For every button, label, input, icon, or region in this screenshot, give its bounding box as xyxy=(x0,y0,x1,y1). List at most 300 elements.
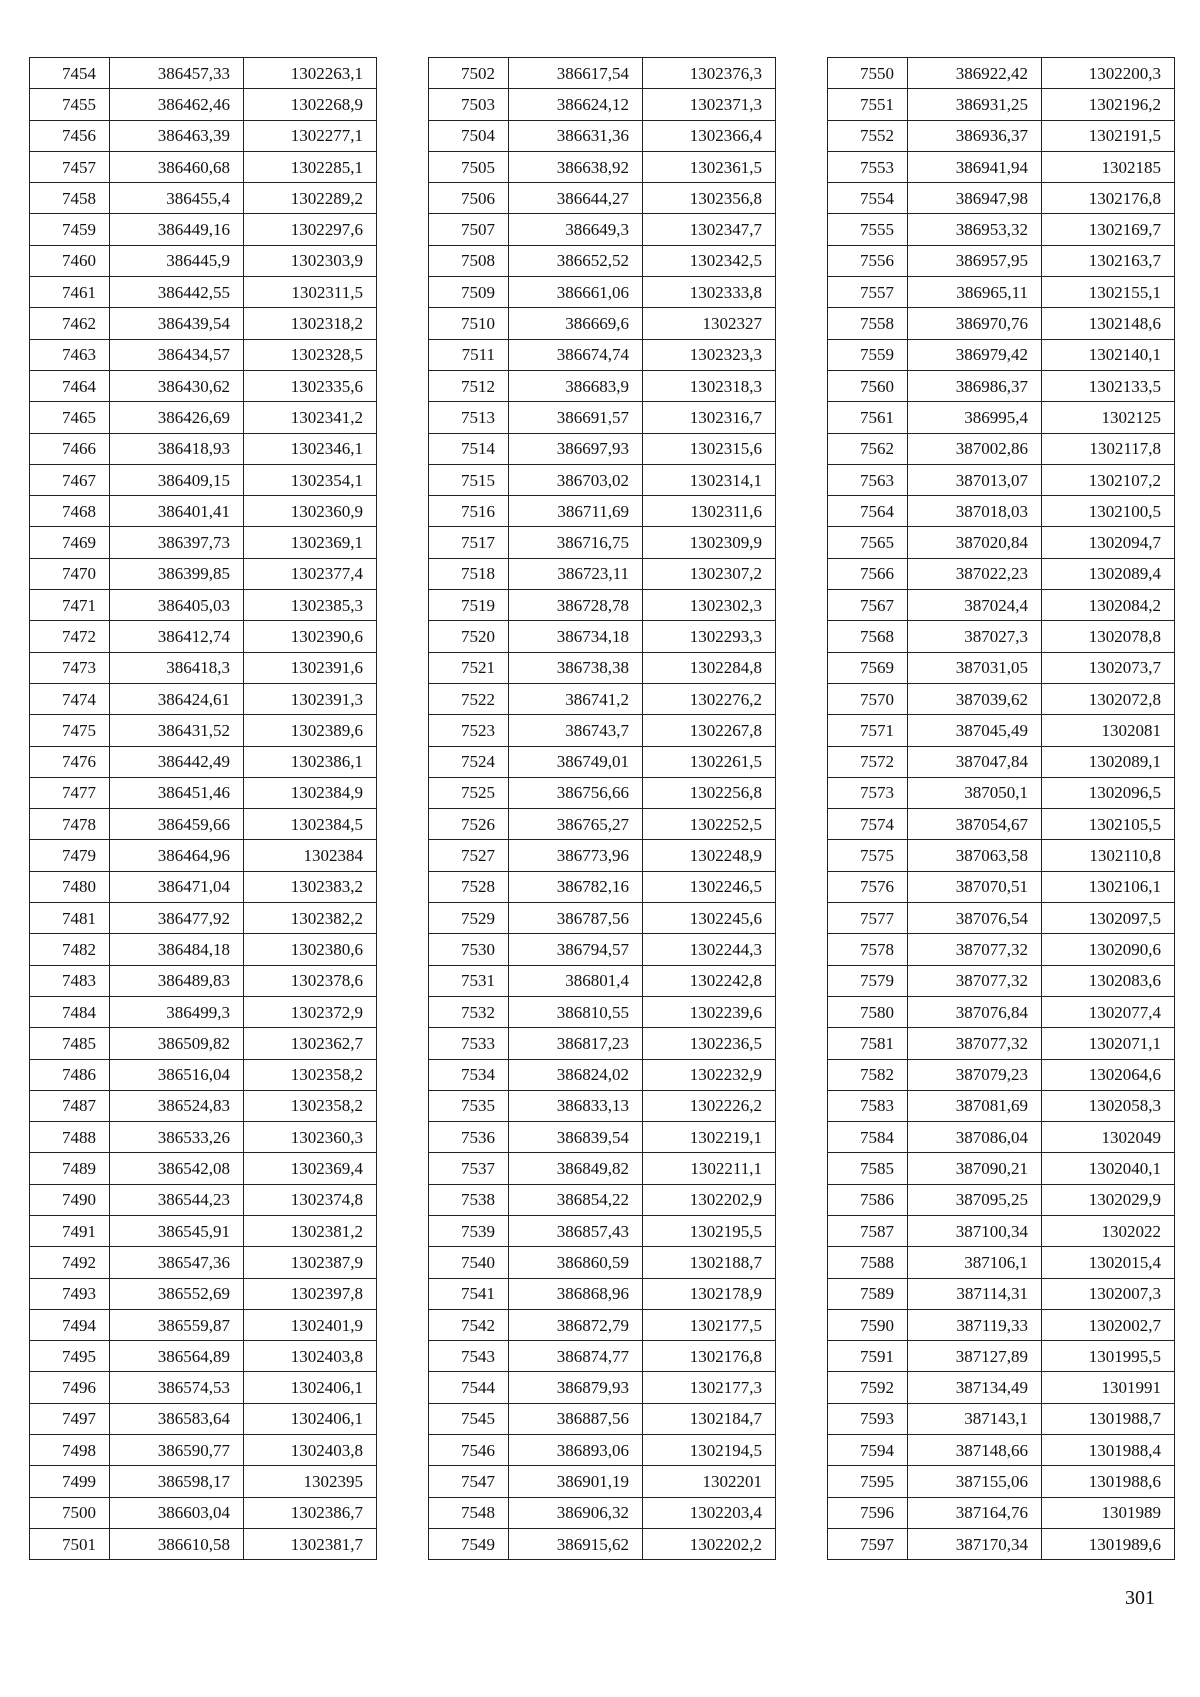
table-row xyxy=(828,871,1175,902)
table-row xyxy=(30,1497,377,1528)
table-row xyxy=(30,652,377,683)
y-coordinate-cell: 1302401,9 xyxy=(244,1309,377,1340)
point-number-cell: 7567 xyxy=(828,590,908,621)
point-number-cell: 7589 xyxy=(828,1278,908,1309)
x-coordinate-cell: 386674,74 xyxy=(509,339,643,370)
table-row xyxy=(30,1184,377,1215)
page-number: 301 xyxy=(1125,1587,1155,1609)
x-coordinate-cell: 386931,25 xyxy=(908,89,1042,120)
y-coordinate-cell: 1301995,5 xyxy=(1042,1341,1175,1372)
x-coordinate-cell: 387002,86 xyxy=(908,433,1042,464)
table-row xyxy=(429,1278,776,1309)
point-number-cell: 7483 xyxy=(30,965,110,996)
y-coordinate-cell: 1302100,5 xyxy=(1042,496,1175,527)
y-coordinate-cell: 1302360,9 xyxy=(244,496,377,527)
point-number-cell: 7532 xyxy=(429,996,509,1027)
y-coordinate-cell: 1302263,1 xyxy=(244,58,377,89)
table-row xyxy=(30,1435,377,1466)
table-row xyxy=(30,120,377,151)
y-coordinate-cell: 1302316,7 xyxy=(643,402,776,433)
table-row xyxy=(429,965,776,996)
y-coordinate-cell: 1302148,6 xyxy=(1042,308,1175,339)
table-row xyxy=(828,777,1175,808)
x-coordinate-cell: 386652,52 xyxy=(509,245,643,276)
point-number-cell: 7537 xyxy=(429,1153,509,1184)
y-coordinate-cell: 1302358,2 xyxy=(244,1090,377,1121)
point-number-cell: 7594 xyxy=(828,1435,908,1466)
table-row xyxy=(30,496,377,527)
point-number-cell: 7489 xyxy=(30,1153,110,1184)
y-coordinate-cell: 1302397,8 xyxy=(244,1278,377,1309)
y-coordinate-cell: 1302314,1 xyxy=(643,464,776,495)
x-coordinate-cell: 386439,54 xyxy=(110,308,244,339)
x-coordinate-cell: 387095,25 xyxy=(908,1184,1042,1215)
table-row xyxy=(429,89,776,120)
x-coordinate-cell: 387077,32 xyxy=(908,965,1042,996)
table-row xyxy=(30,464,377,495)
y-coordinate-cell: 1302333,8 xyxy=(643,277,776,308)
table-row xyxy=(828,1466,1175,1497)
x-coordinate-cell: 386849,82 xyxy=(509,1153,643,1184)
point-number-cell: 7563 xyxy=(828,464,908,495)
x-coordinate-cell: 386460,68 xyxy=(110,151,244,182)
y-coordinate-cell: 1302377,4 xyxy=(244,558,377,589)
point-number-cell: 7499 xyxy=(30,1466,110,1497)
y-coordinate-cell: 1302096,5 xyxy=(1042,777,1175,808)
x-coordinate-cell: 386893,06 xyxy=(509,1435,643,1466)
table-row xyxy=(429,590,776,621)
point-number-cell: 7526 xyxy=(429,809,509,840)
y-coordinate-cell: 1302200,3 xyxy=(1042,58,1175,89)
point-number-cell: 7530 xyxy=(429,934,509,965)
y-coordinate-cell: 1302058,3 xyxy=(1042,1090,1175,1121)
y-coordinate-cell: 1302381,7 xyxy=(244,1528,377,1559)
point-number-cell: 7545 xyxy=(429,1403,509,1434)
point-number-cell: 7538 xyxy=(429,1184,509,1215)
x-coordinate-cell: 387086,04 xyxy=(908,1122,1042,1153)
table-row xyxy=(828,1435,1175,1466)
table-row xyxy=(828,903,1175,934)
point-number-cell: 7495 xyxy=(30,1341,110,1372)
x-coordinate-cell: 386965,11 xyxy=(908,277,1042,308)
point-number-cell: 7542 xyxy=(429,1309,509,1340)
y-coordinate-cell: 1302384,5 xyxy=(244,809,377,840)
x-coordinate-cell: 386953,32 xyxy=(908,214,1042,245)
point-number-cell: 7509 xyxy=(429,277,509,308)
point-number-cell: 7528 xyxy=(429,871,509,902)
y-coordinate-cell: 1302090,6 xyxy=(1042,934,1175,965)
x-coordinate-cell: 386941,94 xyxy=(908,151,1042,182)
y-coordinate-cell: 1302302,3 xyxy=(643,590,776,621)
point-number-cell: 7572 xyxy=(828,746,908,777)
point-number-cell: 7523 xyxy=(429,715,509,746)
y-coordinate-cell: 1301989 xyxy=(1042,1497,1175,1528)
y-coordinate-cell: 1302081 xyxy=(1042,715,1175,746)
y-coordinate-cell: 1302106,1 xyxy=(1042,871,1175,902)
x-coordinate-cell: 386824,02 xyxy=(509,1059,643,1090)
y-coordinate-cell: 1302403,8 xyxy=(244,1341,377,1372)
table-row xyxy=(429,1122,776,1153)
y-coordinate-cell: 1302303,9 xyxy=(244,245,377,276)
x-coordinate-cell: 386544,23 xyxy=(110,1184,244,1215)
point-number-cell: 7574 xyxy=(828,809,908,840)
point-number-cell: 7565 xyxy=(828,527,908,558)
y-coordinate-cell: 1302073,7 xyxy=(1042,652,1175,683)
y-coordinate-cell: 1302382,2 xyxy=(244,903,377,934)
x-coordinate-cell: 386545,91 xyxy=(110,1215,244,1246)
table-row xyxy=(429,464,776,495)
table-row xyxy=(429,402,776,433)
table-row xyxy=(828,934,1175,965)
x-coordinate-cell: 387148,66 xyxy=(908,1435,1042,1466)
point-number-cell: 7485 xyxy=(30,1028,110,1059)
x-coordinate-cell: 387022,23 xyxy=(908,558,1042,589)
x-coordinate-cell: 386464,96 xyxy=(110,840,244,871)
x-coordinate-cell: 387164,76 xyxy=(908,1497,1042,1528)
table-row xyxy=(828,1309,1175,1340)
table-row xyxy=(30,1247,377,1278)
point-number-cell: 7546 xyxy=(429,1435,509,1466)
table-row xyxy=(429,308,776,339)
table-row xyxy=(828,1184,1175,1215)
y-coordinate-cell: 1302040,1 xyxy=(1042,1153,1175,1184)
table-row xyxy=(30,151,377,182)
y-coordinate-cell: 1302084,2 xyxy=(1042,590,1175,621)
table-row xyxy=(429,871,776,902)
table-row xyxy=(30,402,377,433)
table-row xyxy=(30,214,377,245)
x-coordinate-cell: 387027,3 xyxy=(908,621,1042,652)
y-coordinate-cell: 1302277,1 xyxy=(244,120,377,151)
x-coordinate-cell: 386405,03 xyxy=(110,590,244,621)
point-number-cell: 7475 xyxy=(30,715,110,746)
y-coordinate-cell: 1302341,2 xyxy=(244,402,377,433)
x-coordinate-cell: 386445,9 xyxy=(110,245,244,276)
y-coordinate-cell: 1302185 xyxy=(1042,151,1175,182)
point-number-cell: 7590 xyxy=(828,1309,908,1340)
y-coordinate-cell: 1302395 xyxy=(244,1466,377,1497)
x-coordinate-cell: 386756,66 xyxy=(509,777,643,808)
y-coordinate-cell: 1302133,5 xyxy=(1042,370,1175,401)
x-coordinate-cell: 386457,33 xyxy=(110,58,244,89)
y-coordinate-cell: 1302094,7 xyxy=(1042,527,1175,558)
table-row xyxy=(429,120,776,151)
y-coordinate-cell: 1302406,1 xyxy=(244,1403,377,1434)
x-coordinate-cell: 386833,13 xyxy=(509,1090,643,1121)
table-row xyxy=(828,558,1175,589)
x-coordinate-cell: 386749,01 xyxy=(509,746,643,777)
x-coordinate-cell: 386979,42 xyxy=(908,339,1042,370)
table-row xyxy=(429,996,776,1027)
table-row xyxy=(30,777,377,808)
point-number-cell: 7521 xyxy=(429,652,509,683)
x-coordinate-cell: 386610,58 xyxy=(110,1528,244,1559)
y-coordinate-cell: 1302188,7 xyxy=(643,1247,776,1278)
table-row xyxy=(429,1528,776,1559)
point-number-cell: 7513 xyxy=(429,402,509,433)
table-row xyxy=(429,840,776,871)
point-number-cell: 7591 xyxy=(828,1341,908,1372)
y-coordinate-cell: 1302239,6 xyxy=(643,996,776,1027)
x-coordinate-cell: 386782,16 xyxy=(509,871,643,902)
y-coordinate-cell: 1302372,9 xyxy=(244,996,377,1027)
point-number-cell: 7482 xyxy=(30,934,110,965)
y-coordinate-cell: 1301988,6 xyxy=(1042,1466,1175,1497)
table-row xyxy=(828,1153,1175,1184)
y-coordinate-cell: 1302380,6 xyxy=(244,934,377,965)
table-row xyxy=(828,183,1175,214)
table-row xyxy=(828,89,1175,120)
x-coordinate-cell: 386559,87 xyxy=(110,1309,244,1340)
y-coordinate-cell: 1302178,9 xyxy=(643,1278,776,1309)
y-coordinate-cell: 1302089,4 xyxy=(1042,558,1175,589)
y-coordinate-cell: 1302107,2 xyxy=(1042,464,1175,495)
x-coordinate-cell: 386449,16 xyxy=(110,214,244,245)
point-number-cell: 7580 xyxy=(828,996,908,1027)
table-row xyxy=(429,339,776,370)
x-coordinate-cell: 387013,07 xyxy=(908,464,1042,495)
x-coordinate-cell: 386638,92 xyxy=(509,151,643,182)
y-coordinate-cell: 1302244,3 xyxy=(643,934,776,965)
x-coordinate-cell: 386533,26 xyxy=(110,1122,244,1153)
y-coordinate-cell: 1302297,6 xyxy=(244,214,377,245)
x-coordinate-cell: 387077,32 xyxy=(908,934,1042,965)
table-row xyxy=(429,809,776,840)
point-number-cell: 7478 xyxy=(30,809,110,840)
y-coordinate-cell: 1302071,1 xyxy=(1042,1028,1175,1059)
x-coordinate-cell: 386741,2 xyxy=(509,683,643,714)
y-coordinate-cell: 1302203,4 xyxy=(643,1497,776,1528)
point-number-cell: 7586 xyxy=(828,1184,908,1215)
table-row xyxy=(30,277,377,308)
y-coordinate-cell: 1302110,8 xyxy=(1042,840,1175,871)
x-coordinate-cell: 386723,11 xyxy=(509,558,643,589)
point-number-cell: 7540 xyxy=(429,1247,509,1278)
table-row xyxy=(30,245,377,276)
point-number-cell: 7592 xyxy=(828,1372,908,1403)
table-row xyxy=(30,965,377,996)
x-coordinate-cell: 386412,74 xyxy=(110,621,244,652)
y-coordinate-cell: 1301991 xyxy=(1042,1372,1175,1403)
y-coordinate-cell: 1302383,2 xyxy=(244,871,377,902)
point-number-cell: 7553 xyxy=(828,151,908,182)
table-row xyxy=(30,1466,377,1497)
table-row xyxy=(429,1497,776,1528)
point-number-cell: 7480 xyxy=(30,871,110,902)
x-coordinate-cell: 386683,9 xyxy=(509,370,643,401)
y-coordinate-cell: 1302226,2 xyxy=(643,1090,776,1121)
table-row xyxy=(429,151,776,182)
point-number-cell: 7554 xyxy=(828,183,908,214)
y-coordinate-cell: 1302125 xyxy=(1042,402,1175,433)
y-coordinate-cell: 1302072,8 xyxy=(1042,683,1175,714)
y-coordinate-cell: 1302097,5 xyxy=(1042,903,1175,934)
point-number-cell: 7550 xyxy=(828,58,908,89)
point-number-cell: 7541 xyxy=(429,1278,509,1309)
point-number-cell: 7582 xyxy=(828,1059,908,1090)
y-coordinate-cell: 1302356,8 xyxy=(643,183,776,214)
y-coordinate-cell: 1302381,2 xyxy=(244,1215,377,1246)
x-coordinate-cell: 386817,23 xyxy=(509,1028,643,1059)
y-coordinate-cell: 1302315,6 xyxy=(643,433,776,464)
y-coordinate-cell: 1302022 xyxy=(1042,1215,1175,1246)
y-coordinate-cell: 1302384,9 xyxy=(244,777,377,808)
x-coordinate-cell: 386787,56 xyxy=(509,903,643,934)
table-row xyxy=(30,871,377,902)
y-coordinate-cell: 1302201 xyxy=(643,1466,776,1497)
x-coordinate-cell: 386624,12 xyxy=(509,89,643,120)
x-coordinate-cell: 386773,96 xyxy=(509,840,643,871)
point-number-cell: 7460 xyxy=(30,245,110,276)
point-number-cell: 7522 xyxy=(429,683,509,714)
x-coordinate-cell: 387024,4 xyxy=(908,590,1042,621)
x-coordinate-cell: 386765,27 xyxy=(509,809,643,840)
point-number-cell: 7457 xyxy=(30,151,110,182)
x-coordinate-cell: 386734,18 xyxy=(509,621,643,652)
x-coordinate-cell: 386399,85 xyxy=(110,558,244,589)
point-number-cell: 7577 xyxy=(828,903,908,934)
point-number-cell: 7497 xyxy=(30,1403,110,1434)
y-coordinate-cell: 1302390,6 xyxy=(244,621,377,652)
y-coordinate-cell: 1302346,1 xyxy=(244,433,377,464)
table-row xyxy=(30,1309,377,1340)
point-number-cell: 7496 xyxy=(30,1372,110,1403)
table-row xyxy=(828,652,1175,683)
table-row xyxy=(429,1215,776,1246)
table-row xyxy=(30,1341,377,1372)
y-coordinate-cell: 1302327 xyxy=(643,308,776,339)
y-coordinate-cell: 1302242,8 xyxy=(643,965,776,996)
x-coordinate-cell: 386484,18 xyxy=(110,934,244,965)
coordinate-table-3 xyxy=(827,57,1175,1560)
point-number-cell: 7593 xyxy=(828,1403,908,1434)
y-coordinate-cell: 1302155,1 xyxy=(1042,277,1175,308)
y-coordinate-cell: 1302176,8 xyxy=(643,1341,776,1372)
x-coordinate-cell: 386409,15 xyxy=(110,464,244,495)
x-coordinate-cell: 387050,1 xyxy=(908,777,1042,808)
table-row xyxy=(30,1122,377,1153)
point-number-cell: 7469 xyxy=(30,527,110,558)
x-coordinate-cell: 386743,7 xyxy=(509,715,643,746)
table-row xyxy=(828,840,1175,871)
table-row xyxy=(828,1090,1175,1121)
x-coordinate-cell: 386810,55 xyxy=(509,996,643,1027)
y-coordinate-cell: 1302360,3 xyxy=(244,1122,377,1153)
y-coordinate-cell: 1302117,8 xyxy=(1042,433,1175,464)
y-coordinate-cell: 1302232,9 xyxy=(643,1059,776,1090)
point-number-cell: 7492 xyxy=(30,1247,110,1278)
y-coordinate-cell: 1302376,3 xyxy=(643,58,776,89)
y-coordinate-cell: 1302029,9 xyxy=(1042,1184,1175,1215)
y-coordinate-cell: 1302387,9 xyxy=(244,1247,377,1278)
table-row xyxy=(429,496,776,527)
table-row xyxy=(429,1184,776,1215)
x-coordinate-cell: 387020,84 xyxy=(908,527,1042,558)
table-row xyxy=(828,715,1175,746)
y-coordinate-cell: 1302261,5 xyxy=(643,746,776,777)
point-number-cell: 7560 xyxy=(828,370,908,401)
table-row xyxy=(30,527,377,558)
y-coordinate-cell: 1302293,3 xyxy=(643,621,776,652)
table-row xyxy=(30,1215,377,1246)
y-coordinate-cell: 1302236,5 xyxy=(643,1028,776,1059)
point-number-cell: 7533 xyxy=(429,1028,509,1059)
table-row xyxy=(30,903,377,934)
table-row xyxy=(429,277,776,308)
x-coordinate-cell: 386598,17 xyxy=(110,1466,244,1497)
x-coordinate-cell: 386462,46 xyxy=(110,89,244,120)
x-coordinate-cell: 386839,54 xyxy=(509,1122,643,1153)
point-number-cell: 7515 xyxy=(429,464,509,495)
point-number-cell: 7587 xyxy=(828,1215,908,1246)
y-coordinate-cell: 1302078,8 xyxy=(1042,621,1175,652)
y-coordinate-cell: 1302311,5 xyxy=(244,277,377,308)
table-row xyxy=(30,183,377,214)
y-coordinate-cell: 1302089,1 xyxy=(1042,746,1175,777)
x-coordinate-cell: 387090,21 xyxy=(908,1153,1042,1184)
x-coordinate-cell: 386442,55 xyxy=(110,277,244,308)
x-coordinate-cell: 387119,33 xyxy=(908,1309,1042,1340)
table-row xyxy=(429,1028,776,1059)
point-number-cell: 7583 xyxy=(828,1090,908,1121)
x-coordinate-cell: 387070,51 xyxy=(908,871,1042,902)
x-coordinate-cell: 387081,69 xyxy=(908,1090,1042,1121)
table-row xyxy=(30,1278,377,1309)
table-row xyxy=(828,683,1175,714)
table-row xyxy=(828,1497,1175,1528)
x-coordinate-cell: 387031,05 xyxy=(908,652,1042,683)
x-coordinate-cell: 386879,93 xyxy=(509,1372,643,1403)
y-coordinate-cell: 1302323,3 xyxy=(643,339,776,370)
y-coordinate-cell: 1302391,6 xyxy=(244,652,377,683)
x-coordinate-cell: 387100,34 xyxy=(908,1215,1042,1246)
table-row xyxy=(429,1403,776,1434)
table-row xyxy=(828,496,1175,527)
y-coordinate-cell: 1302318,3 xyxy=(643,370,776,401)
table-row xyxy=(828,809,1175,840)
point-number-cell: 7525 xyxy=(429,777,509,808)
x-coordinate-cell: 386868,96 xyxy=(509,1278,643,1309)
y-coordinate-cell: 1302347,7 xyxy=(643,214,776,245)
point-number-cell: 7562 xyxy=(828,433,908,464)
y-coordinate-cell: 1301988,4 xyxy=(1042,1435,1175,1466)
y-coordinate-cell: 1302385,3 xyxy=(244,590,377,621)
table-row xyxy=(429,1341,776,1372)
table-row xyxy=(429,683,776,714)
point-number-cell: 7514 xyxy=(429,433,509,464)
x-coordinate-cell: 386801,4 xyxy=(509,965,643,996)
point-number-cell: 7493 xyxy=(30,1278,110,1309)
table-row xyxy=(429,245,776,276)
x-coordinate-cell: 386738,38 xyxy=(509,652,643,683)
y-coordinate-cell: 1302268,9 xyxy=(244,89,377,120)
point-number-cell: 7498 xyxy=(30,1435,110,1466)
x-coordinate-cell: 386547,36 xyxy=(110,1247,244,1278)
x-coordinate-cell: 387114,31 xyxy=(908,1278,1042,1309)
point-number-cell: 7584 xyxy=(828,1122,908,1153)
point-number-cell: 7488 xyxy=(30,1122,110,1153)
point-number-cell: 7539 xyxy=(429,1215,509,1246)
x-coordinate-cell: 386418,93 xyxy=(110,433,244,464)
x-coordinate-cell: 387047,84 xyxy=(908,746,1042,777)
x-coordinate-cell: 386794,57 xyxy=(509,934,643,965)
y-coordinate-cell: 1302403,8 xyxy=(244,1435,377,1466)
table-row xyxy=(30,89,377,120)
x-coordinate-cell: 386477,92 xyxy=(110,903,244,934)
point-number-cell: 7569 xyxy=(828,652,908,683)
x-coordinate-cell: 386471,04 xyxy=(110,871,244,902)
table-row xyxy=(429,621,776,652)
